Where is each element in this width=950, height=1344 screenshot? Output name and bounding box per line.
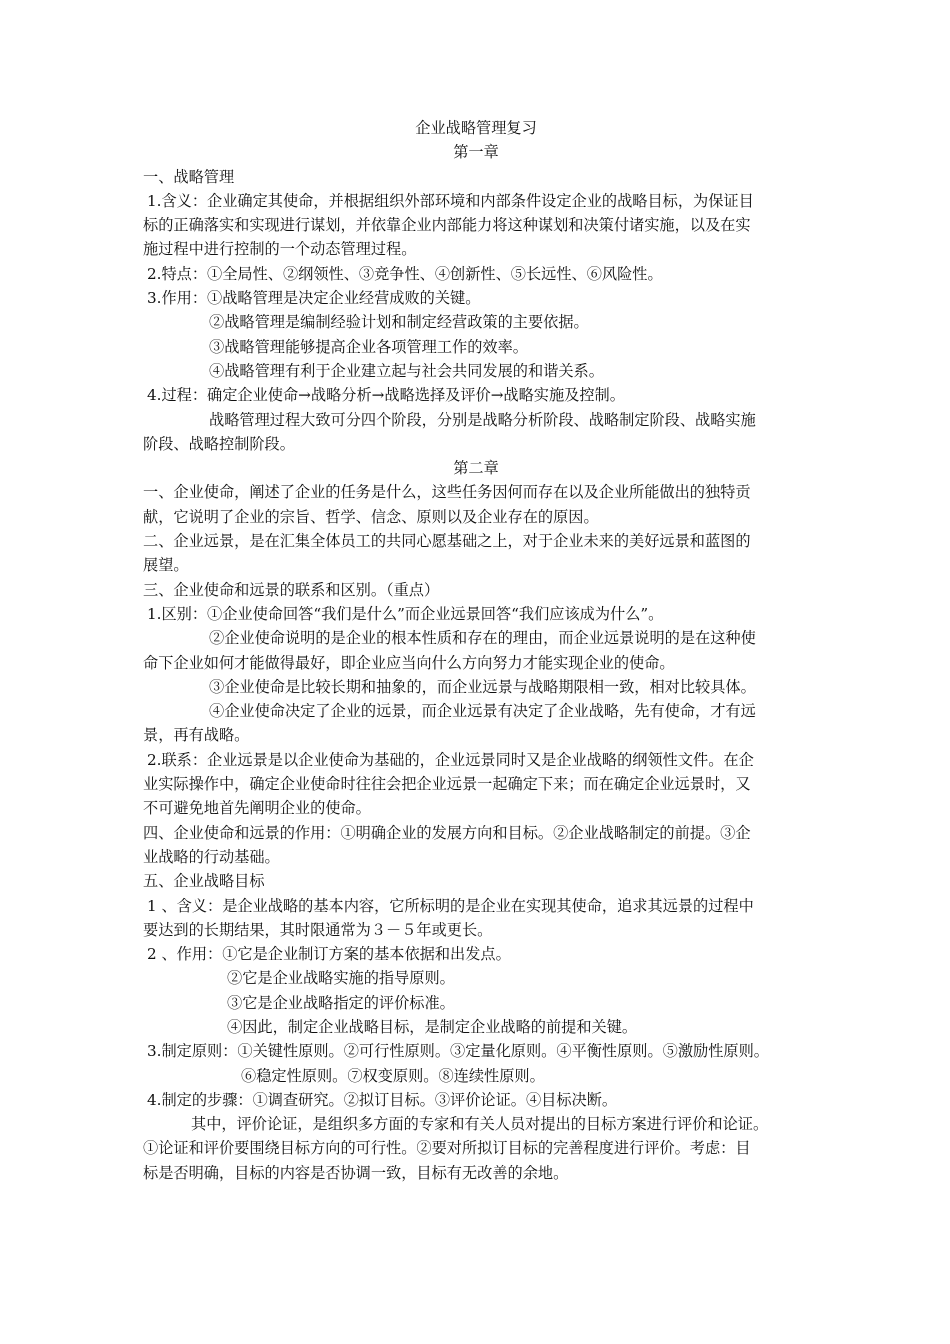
list-item: ③战略管理能够提高企业各项管理工作的效率。 bbox=[209, 337, 528, 356]
chapter-1-heading: 第一章 bbox=[453, 143, 499, 162]
document-page bbox=[143, 116, 809, 1185]
document-title: 企业战略管理复习 bbox=[415, 119, 537, 137]
paragraph-line: 献，它说明了企业的宗旨、哲学、信念、原则以及企业存在的原因。 bbox=[143, 507, 599, 526]
paragraph-line: 展望。 bbox=[143, 556, 189, 575]
paragraph-line: 3.制定原则：①关键性原则。②可行性原则。③定量化原则。④平衡性原则。⑤激励性原则。 bbox=[147, 1042, 769, 1061]
section-heading: 一、战略管理 bbox=[143, 167, 235, 186]
list-item: ④战略管理有利于企业建立起与社会共同发展的和谐关系。 bbox=[209, 361, 604, 380]
list-item: ⑥稳定性原则。⑦权变原则。⑧连续性原则。 bbox=[241, 1066, 545, 1085]
paragraph-line: 不可避免地首先阐明企业的使命。 bbox=[143, 799, 371, 818]
paragraph-line: 2 、作用：①它是企业制订方案的基本依据和出发点。 bbox=[147, 945, 511, 964]
paragraph-line: 4.制定的步骤：①调查研究。②拟订目标。③评价论证。④目标决断。 bbox=[147, 1090, 618, 1109]
section-heading: 五、企业战略目标 bbox=[143, 872, 265, 891]
paragraph-line: ①论证和评价要围绕目标方向的可行性。②要对所拟订目标的完善程度进行评价。考虑：目 bbox=[143, 1139, 751, 1158]
list-item: ④因此，制定企业战略目标，是制定企业战略的前提和关键。 bbox=[227, 1017, 638, 1036]
list-item: ③企业使命是比较长期和抽象的，而企业远景与战略期限相一致，相对比较具体。 bbox=[209, 677, 756, 696]
paragraph-line: 1 、含义：是企业战略的基本内容，它所标明的是企业在实现其使命，追求其远景的过程中 bbox=[147, 896, 754, 915]
paragraph-line: 2.特点：①全局性、②纲领性、③竞争性、④创新性、⑤长远性、⑥风险性。 bbox=[147, 264, 663, 283]
paragraph-line: 1.含义：企业确定其使命，并根据组织外部环境和内部条件设定企业的战略目标，为保证目 bbox=[147, 191, 754, 210]
paragraph-line: 阶段、战略控制阶段。 bbox=[143, 434, 295, 453]
paragraph-line: 战略管理过程大致可分四个阶段，分别是战略分析阶段、战略制定阶段、战略实施 bbox=[209, 410, 756, 429]
list-item: ②它是企业战略实施的指导原则。 bbox=[227, 969, 455, 988]
paragraph-line: 施过程中进行控制的一个动态管理过程。 bbox=[143, 240, 417, 259]
paragraph-line: 一、企业使命，阐述了企业的任务是什么，这些任务因何而存在以及企业所能做出的独特贡 bbox=[143, 483, 751, 502]
paragraph-line: 标是否明确，目标的内容是否协调一致，目标有无改善的余地。 bbox=[143, 1163, 569, 1182]
list-item: ②企业使命说明的是企业的根本性质和存在的理由，而企业远景说明的是在这种使 bbox=[209, 629, 756, 648]
list-item: ③它是企业战略指定的评价标准。 bbox=[227, 993, 455, 1012]
paragraph-line: 标的正确落实和实现进行谋划，并依靠企业内部能力将这种谋划和决策付诸实施，以及在实 bbox=[143, 216, 751, 235]
list-item: ④企业使命决定了企业的远景，而企业远景有决定了企业战略，先有使命，才有远 bbox=[209, 702, 756, 721]
paragraph-line: 其中，评价论证，是组织多方面的专家和有关人员对提出的目标方案进行评价和论证。 bbox=[191, 1115, 769, 1134]
chapter-2-heading: 第二章 bbox=[453, 459, 499, 478]
paragraph-line: 命下企业如何才能做得最好，即企业应当向什么方向努力才能实现企业的使命。 bbox=[143, 653, 675, 672]
paragraph-line: 要达到的长期结果，其时限通常为３－５年或更长。 bbox=[143, 920, 493, 939]
list-item: ②战略管理是编制经验计划和制定经营政策的主要依据。 bbox=[209, 313, 589, 332]
paragraph-line: 景，再有战略。 bbox=[143, 726, 250, 745]
paragraph-line: 3.作用：①战略管理是决定企业经营成败的关键。 bbox=[147, 289, 481, 308]
paragraph-line: 二、企业远景，是在汇集全体员工的共同心愿基础之上，对于企业未来的美好远景和蓝图的 bbox=[143, 532, 751, 551]
section-heading: 三、企业使命和远景的联系和区别。（重点） bbox=[143, 580, 440, 599]
paragraph-line: 四、企业使命和远景的作用：①明确企业的发展方向和目标。②企业战略制定的前提。③企 bbox=[143, 823, 751, 842]
paragraph-line: 4.过程：确定企业使命→战略分析→战略选择及评价→战略实施及控制。 bbox=[147, 386, 625, 405]
paragraph-line: 业战略的行动基础。 bbox=[143, 847, 280, 866]
paragraph-line: 业实际操作中，确定企业使命时往往会把企业远景一起确定下来；而在确定企业远景时，又 bbox=[143, 775, 751, 794]
paragraph-line: 1.区别：①企业使命回答“我们是什么”而企业远景回答“我们应该成为什么”。 bbox=[147, 604, 664, 623]
paragraph-line: 2.联系：企业远景是以企业使命为基础的，企业远景同时又是企业战略的纲领性文件。在企 bbox=[147, 750, 754, 769]
